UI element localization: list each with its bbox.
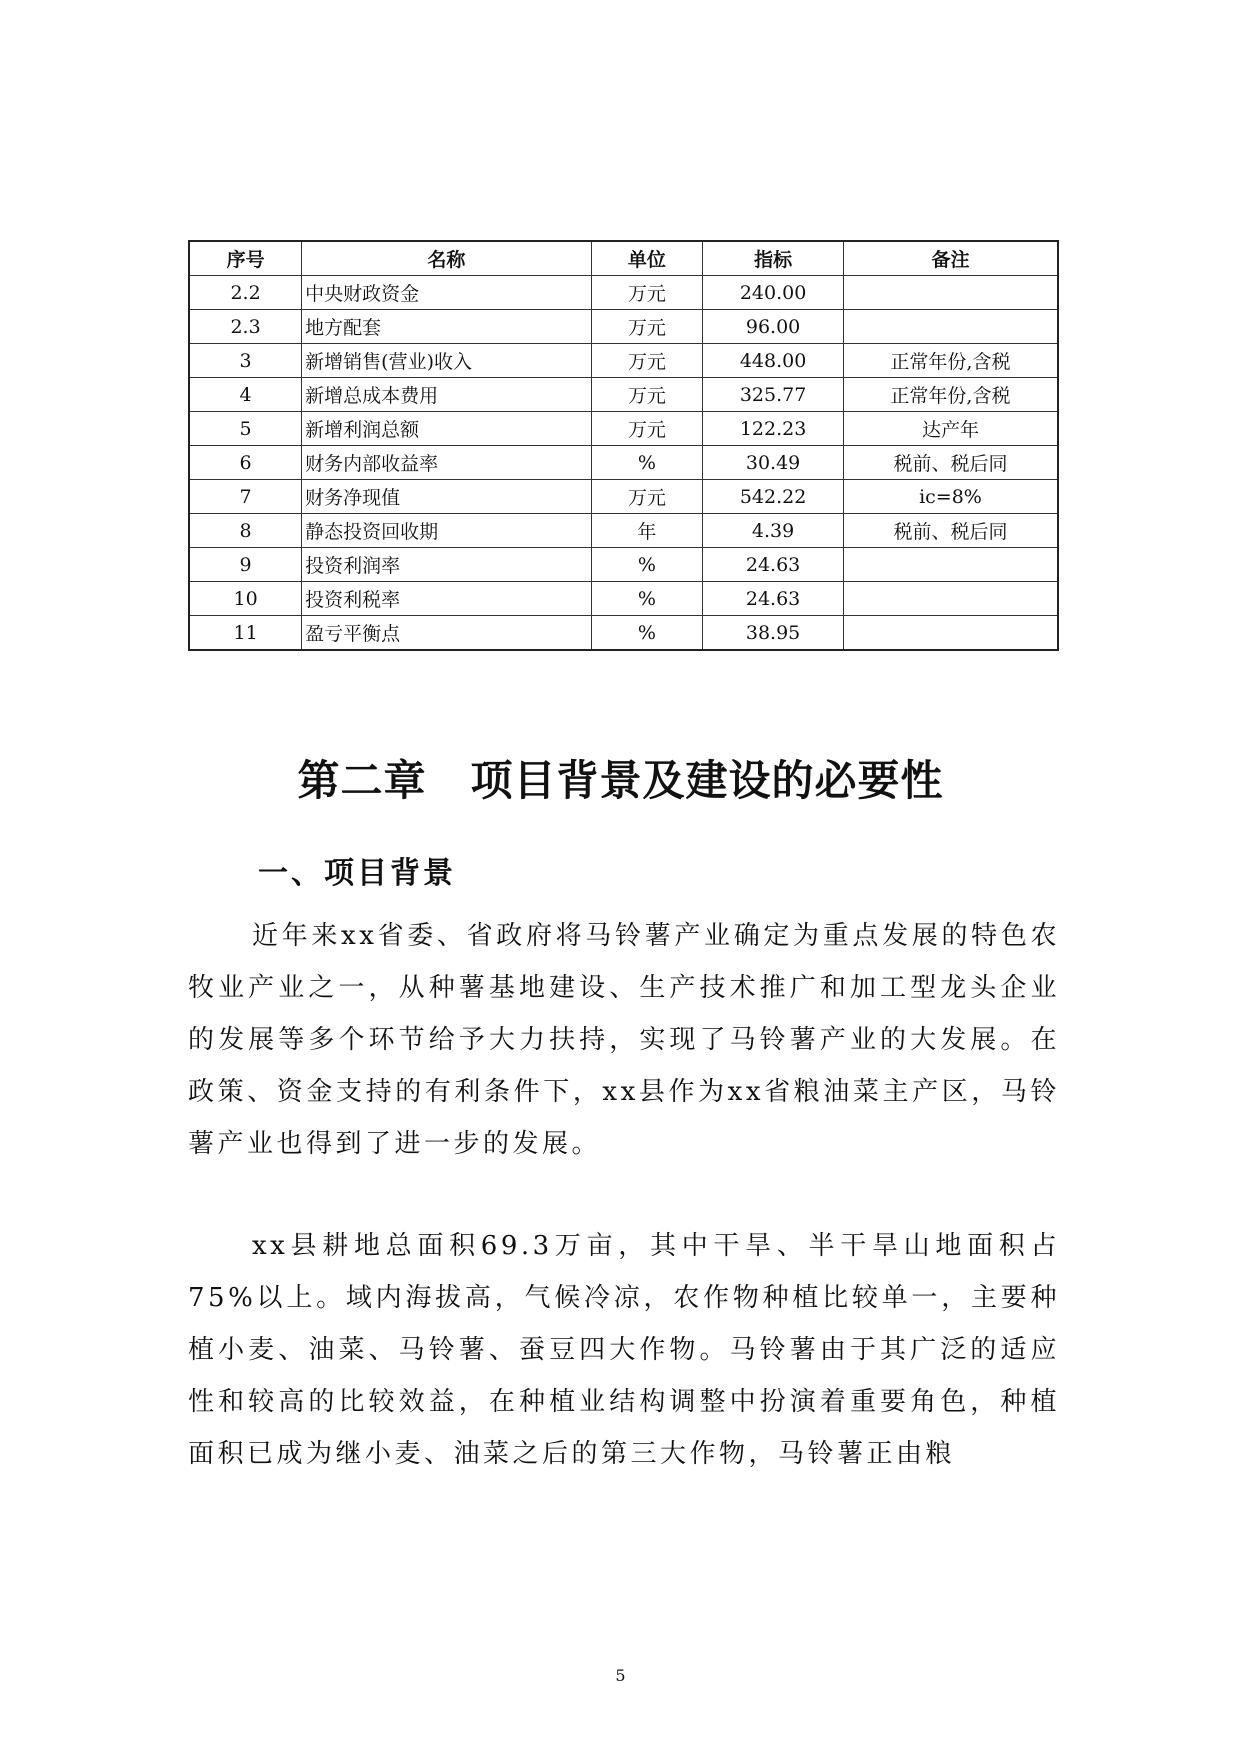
body-paragraph-2: xx县耕地总面积69.3万亩，其中干旱、半干旱山地面积占75%以上。域内海拔高，气候冷凉，农作物种植比较单一，主要种植小麦、油菜、马铃薯、蚕豆四大作物。马铃薯由于其广泛的适应性和较高的比较效益，在种植业结构调整中扮演着重要角色，种植面积已成为继小麦、油菜之后的第三大作物，马铃薯正由粮 [188,1231,1060,1469]
table-row [189,582,1058,616]
cell-value: 38.95 [703,616,844,651]
cell-name: 财务净现值 [302,480,591,514]
cell-unit: % [591,582,703,616]
header-value: 指标 [703,241,844,276]
cell-seq: 8 [189,514,302,548]
cell-name: 新增总成本费用 [302,378,591,412]
cell-name: 盈亏平衡点 [302,616,591,651]
cell-value: 240.00 [703,276,844,310]
cell-value: 122.23 [703,412,844,446]
cell-value: 24.63 [703,548,844,582]
cell-seq: 11 [189,616,302,651]
chapter-heading: 项目背景及建设的必要性 [470,756,944,805]
table-row [189,412,1058,446]
table-row [189,276,1058,310]
cell-name: 投资利润率 [302,548,591,582]
cell-remark: 税前、税后同 [843,514,1058,548]
cell-unit: % [591,548,703,582]
table-row [189,310,1058,344]
cell-name: 新增销售(营业)收入 [302,344,591,378]
cell-unit: 万元 [591,310,703,344]
table-row [189,446,1058,480]
cell-remark: 达产年 [843,412,1058,446]
cell-value: 4.39 [703,514,844,548]
cell-unit: 万元 [591,276,703,310]
cell-name: 新增利润总额 [302,412,591,446]
cell-value: 30.49 [703,446,844,480]
cell-unit: 万元 [591,378,703,412]
cell-name: 投资利税率 [302,582,591,616]
cell-remark [843,616,1058,651]
table-body [189,276,1058,651]
cell-unit: % [591,446,703,480]
section-heading: 一、项目背景 [258,856,456,891]
table-header-row [189,241,1058,276]
header-seq: 序号 [189,241,302,276]
cell-unit: 年 [591,514,703,548]
table-row [189,480,1058,514]
indicator-table [188,240,1059,651]
table-row [189,616,1058,651]
chapter-title [0,748,1241,808]
cell-value: 24.63 [703,582,844,616]
cell-value: 96.00 [703,310,844,344]
cell-seq: 6 [189,446,302,480]
page-number: 5 [615,1666,626,1685]
body-paragraph-1: 近年来xx省委、省政府将马铃薯产业确定为重点发展的特色农牧业产业之一，从种薯基地建设、生产技术推广和加工型龙头企业的发展等多个环节给予大力扶持，实现了马铃薯产业的大发展。在政策、资金支持的有利条件下，xx县作为xx省粮油菜主产区，马铃薯产业也得到了进一步的发展。 [188,921,1060,1159]
cell-value: 542.22 [703,480,844,514]
cell-name: 静态投资回收期 [302,514,591,548]
cell-remark: 正常年份,含税 [843,344,1058,378]
table-row [189,514,1058,548]
cell-seq: 3 [189,344,302,378]
cell-seq: 10 [189,582,302,616]
cell-seq: 7 [189,480,302,514]
cell-remark: 税前、税后同 [843,446,1058,480]
cell-name: 财务内部收益率 [302,446,591,480]
cell-seq: 2.2 [189,276,302,310]
cell-unit: 万元 [591,344,703,378]
table-row [189,378,1058,412]
header-unit: 单位 [591,241,703,276]
cell-remark [843,582,1058,616]
cell-remark: ic=8% [843,480,1058,514]
cell-remark [843,310,1058,344]
cell-name: 中央财政资金 [302,276,591,310]
cell-remark: 正常年份,含税 [843,378,1058,412]
cell-remark [843,276,1058,310]
header-remark: 备注 [843,241,1058,276]
cell-unit: 万元 [591,412,703,446]
cell-value: 448.00 [703,344,844,378]
cell-remark [843,548,1058,582]
cell-unit: 万元 [591,480,703,514]
header-name: 名称 [302,241,591,276]
table-row [189,548,1058,582]
cell-seq: 9 [189,548,302,582]
cell-unit: % [591,616,703,651]
chapter-number: 第二章 [297,756,427,805]
cell-seq: 4 [189,378,302,412]
cell-seq: 2.3 [189,310,302,344]
cell-name: 地方配套 [302,310,591,344]
cell-value: 325.77 [703,378,844,412]
table-row [189,344,1058,378]
cell-seq: 5 [189,412,302,446]
